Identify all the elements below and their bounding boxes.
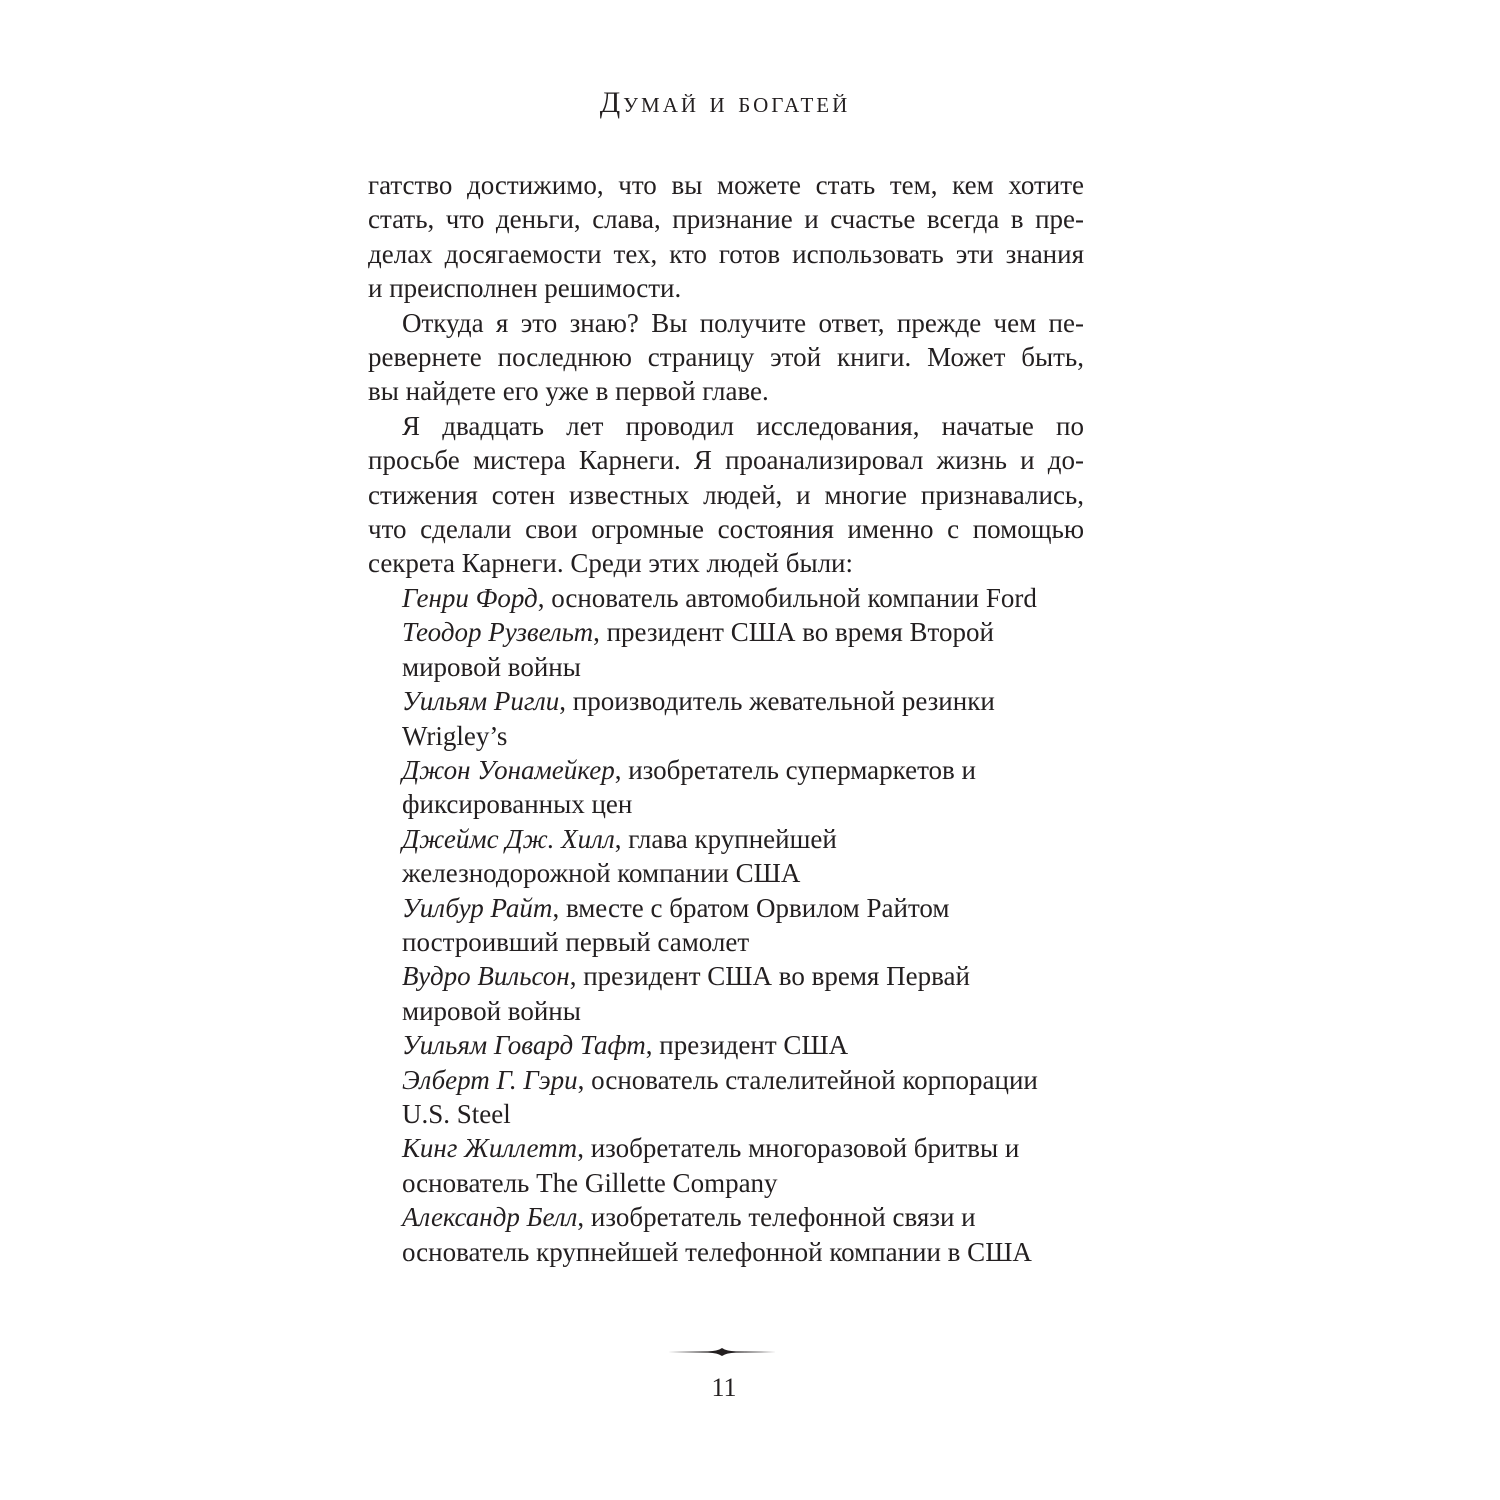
- page-number: 11: [711, 1373, 737, 1402]
- person-name: Генри Форд: [402, 582, 538, 613]
- list-item: [368, 615, 1042, 684]
- list-item: [368, 581, 1042, 615]
- list-item: [368, 684, 1042, 753]
- person-description: , президент США во время Первай мировой войны: [402, 961, 970, 1026]
- person-name: Теодор Рузвельт: [402, 617, 594, 648]
- person-name: Уильям Ригли: [402, 686, 560, 717]
- list-item: [368, 753, 1042, 822]
- person-name: Вудро Вильсон: [402, 961, 570, 992]
- text-line: просьбе мистера Карнеги. Я проанализировал жизнь и до-: [368, 445, 1084, 476]
- list-item: [368, 1131, 1042, 1200]
- list-item: [368, 1028, 1042, 1062]
- person-description: , изобретатель телефонной связи и основатель крупнейшей телефонной компании в США: [402, 1202, 1032, 1267]
- paragraph-how-i-know: [368, 306, 1084, 409]
- paragraph-continuation: [368, 168, 1084, 306]
- page-ornament-icon: [668, 1346, 776, 1358]
- person-name: Джон Уонамейкер: [402, 754, 615, 785]
- person-name: Александр Белл: [402, 1202, 578, 1233]
- person-description: , вместе с братом Орвилом Райтом построивший первый самолет: [402, 892, 950, 957]
- list-item: [368, 1063, 1042, 1132]
- running-header: Думай и богатей: [599, 86, 851, 119]
- person-description: , основатель автомобильной компании Ford: [537, 582, 1037, 613]
- person-description: , глава крупнейшей железнодорожной компании США: [402, 823, 837, 889]
- person-description: , основатель сталелитейной корпорации U.S. Steel: [402, 1064, 1038, 1129]
- list-item: [368, 822, 1042, 891]
- list-item: [368, 891, 1042, 960]
- text-line: стижения сотен известных людей, и многие признавались,: [368, 479, 1084, 510]
- person-name: Джеймс Дж. Хилл: [402, 823, 615, 854]
- person-description: , президент США: [645, 1030, 849, 1061]
- people-list: [368, 581, 1084, 1269]
- person-name: Уильям Говард Тафт: [402, 1030, 646, 1061]
- person-name: Кинг Жиллетт: [402, 1133, 578, 1164]
- list-item: [368, 1200, 1042, 1269]
- person-name: Элберт Г. Гэри: [402, 1064, 578, 1095]
- text-line: вы найдете его уже в первой главе.: [368, 376, 769, 407]
- person-description: , президент США во время Второй мировой войны: [402, 617, 994, 682]
- text-line: секрета Карнеги. Среди этих людей были:: [368, 548, 854, 579]
- text-line: стать, что деньги, слава, признание и счастье всегда в пре-: [368, 204, 1084, 235]
- text-line: и преисполнен решимости.: [368, 273, 682, 304]
- person-description: , изобретатель многоразовой бритвы и основатель The Gillette Company: [402, 1133, 1020, 1198]
- person-name: Уилбур Райт: [402, 892, 553, 923]
- text-line: делах досягаемости тех, кто готов использовать эти знания: [368, 238, 1084, 269]
- person-description: , изобретатель супермаркетов и фиксированных цен: [402, 754, 976, 820]
- text-line: Я двадцать лет проводил исследования, начатые по: [402, 410, 1084, 441]
- text-line: гатство достижимо, что вы можете стать тем, кем хотите: [368, 170, 1084, 200]
- text-line: ревернете последнюю страницу этой книги. Может быть,: [368, 342, 1084, 373]
- page-body: [368, 168, 1084, 1269]
- list-item: [368, 959, 1042, 1028]
- person-description: , производитель жевательной резинки Wrigley’s: [402, 686, 995, 751]
- text-line: что сделали свои огромные состояния именно с помощью: [368, 514, 1084, 545]
- text-line: Откуда я это знаю? Вы получите ответ, прежде чем пе-: [402, 307, 1084, 338]
- paragraph-research: [368, 409, 1084, 581]
